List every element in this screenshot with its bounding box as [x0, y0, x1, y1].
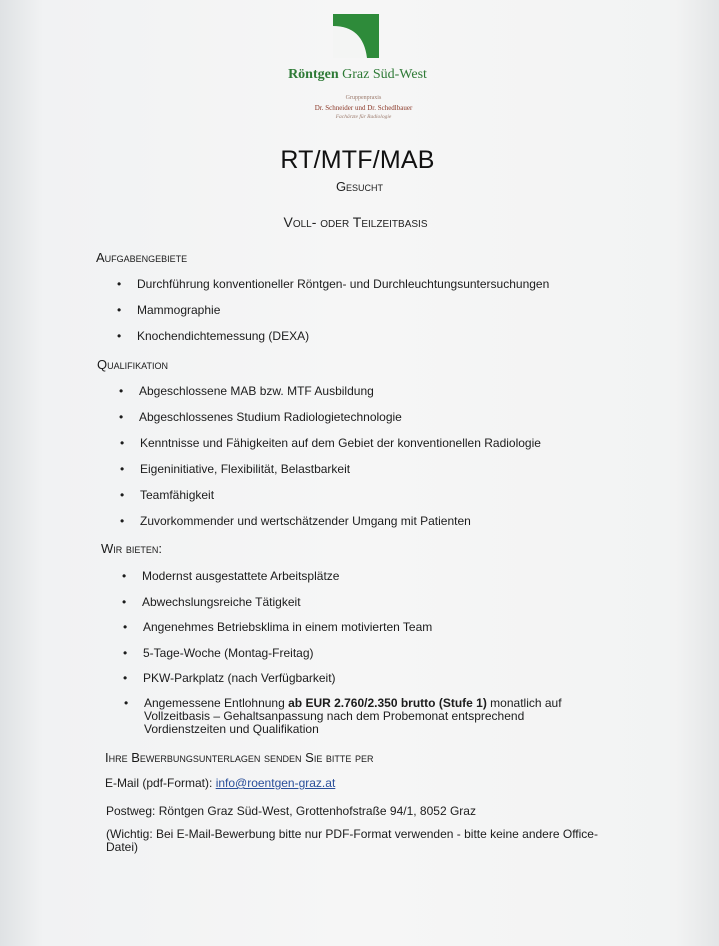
email-label: E-Mail (pdf-Format): [105, 776, 216, 790]
brand-group-label: Gruppenpraxis [345, 95, 382, 101]
list-item: • Teamfähigkeit [140, 488, 214, 502]
list-item: • Abgeschlossenes Studium Radiologietechnologie [139, 410, 402, 424]
list-item: • Modernst ausgestattete Arbeitsplätze [142, 569, 339, 583]
offer-heading: Wir bieten: [101, 541, 162, 556]
page-title: RT/MTF/MAB [280, 146, 435, 174]
brand-specialty: Fachärzte für Radiologie [335, 114, 392, 120]
list-item: • Angenehmes Betriebsklima in einem motivierten Team [143, 620, 432, 634]
list-item: • Durchführung konventioneller Röntgen- und Durchleuchtungsuntersuchungen [137, 277, 549, 291]
tasks-heading: Aufgabengebiete [96, 250, 188, 265]
email-link[interactable]: info@roentgen-graz.at [215, 776, 336, 790]
list-item: • Abwechslungsreiche Tätigkeit [142, 595, 301, 609]
format-note: (Wichtig: Bei E-Mail-Bewerbung bitte nur PDF-Format verwenden - bitte keine andere Office-Datei) [106, 827, 598, 854]
salary-item [144, 697, 596, 736]
salary-amount: ab EUR 2.760/2.350 brutto (Stufe 1) [288, 696, 487, 710]
brand-doctors: Dr. Schneider und Dr. Schedlbauer [314, 104, 413, 112]
postal-address: Postweg: Röntgen Graz Süd-West, Grottenhofstraße 94/1, 8052 Graz [106, 804, 476, 818]
email-line [105, 776, 335, 790]
clinic-logo-icon [333, 14, 379, 58]
brand-name-rest: Graz Süd-West [338, 67, 427, 82]
brand-name-bold: Röntgen [288, 67, 339, 82]
list-item: • Eigeninitiative, Flexibilität, Belastbarkeit [140, 462, 350, 476]
list-item: • PKW-Parkplatz (nach Verfügbarkeit) [143, 671, 336, 685]
list-item: • Knochendichtemessung (DEXA) [137, 329, 309, 343]
application-heading: Ihre Bewerbungsunterlagen senden Sie bitte per [105, 750, 374, 765]
salary-prefix: Angemessene Entlohnung [144, 696, 289, 710]
list-item: • 5-Tage-Woche (Montag-Freitag) [143, 646, 314, 660]
salary-suffix: monatlich auf Vollzeitbasis – Gehaltsanpassung nach dem Probemonat entsprechend Vordienstzeiten und Qualifikation [144, 696, 562, 736]
list-item: • Kenntnisse und Fähigkeiten auf dem Gebiet der konventionellen Radiologie [140, 436, 541, 450]
list-item: • Mammographie [137, 303, 220, 317]
list-item: • Abgeschlossene MAB bzw. MTF Ausbildung [139, 384, 374, 398]
qualification-heading: Qualifikation [97, 357, 168, 372]
page-subtitle: Gesucht [335, 179, 384, 194]
brand-name [0, 67, 717, 83]
list-item: • Zuvorkommender und wertschätzender Umgang mit Patienten [140, 514, 471, 528]
employment-basis: Voll- oder Teilzeitbasis [283, 214, 428, 230]
